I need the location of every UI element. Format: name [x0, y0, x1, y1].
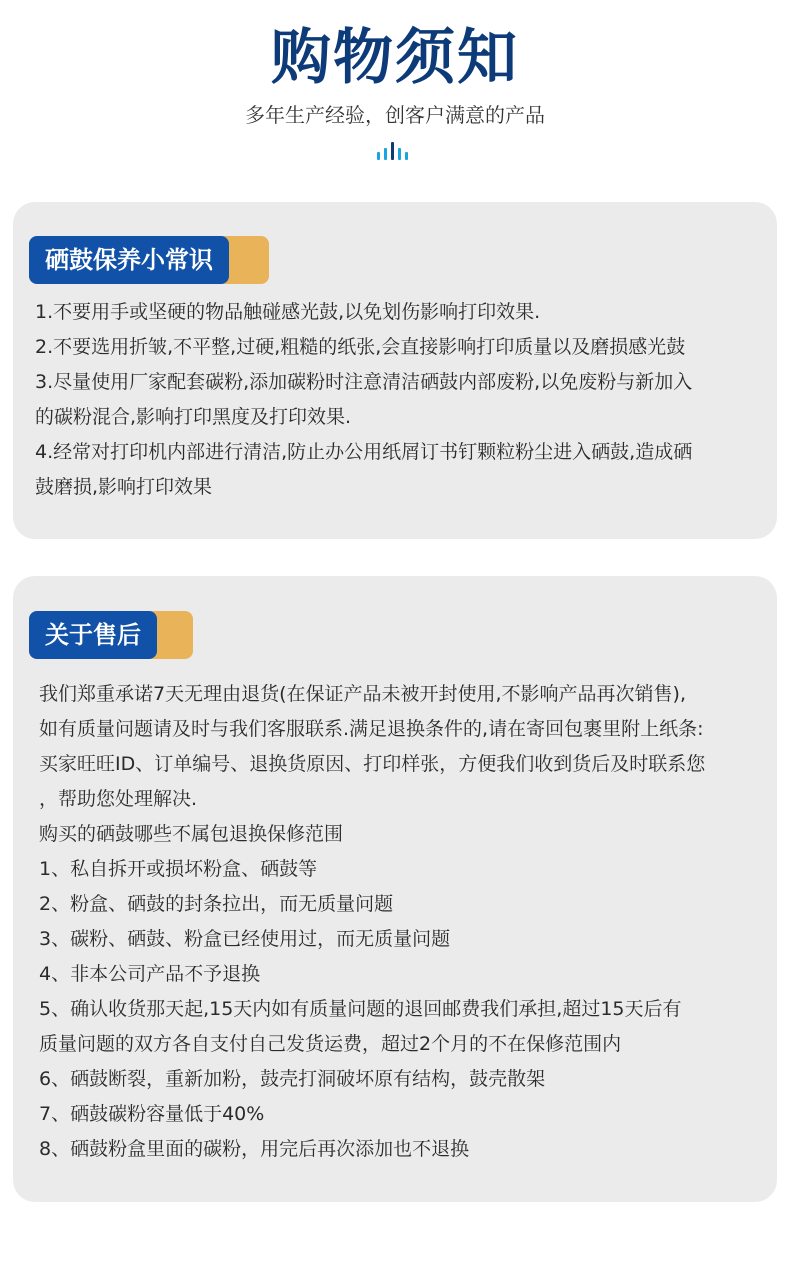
after-sales-heading: 关于售后 — [29, 611, 157, 659]
after-sales-line: 如有质量问题请及时与我们客服联系.满足退换条件的,请在寄回包裹里附上纸条: — [39, 718, 704, 740]
care-tips-text — [35, 295, 692, 505]
care-tips-card — [13, 202, 777, 539]
care-line: 1.不要用手或坚硬的物品触碰感光鼓,以免划伤影响打印效果. — [35, 301, 541, 323]
care-line: 的碳粉混合,影响打印黑度及打印效果. — [35, 406, 352, 428]
header — [0, 0, 790, 200]
sound-wave-icon — [375, 142, 415, 162]
after-sales-line: 2、粉盒、硒鼓的封条拉出，而无质量问题 — [39, 893, 394, 915]
after-sales-line: 质量问题的双方各自支付自己发货运费，超过2个月的不在保修范围内 — [39, 1033, 622, 1055]
after-sales-line: 3、碳粉、硒鼓、粉盒已经使用过，而无质量问题 — [39, 928, 451, 950]
page-title: 购物须知 — [271, 23, 519, 93]
after-sales-card — [13, 576, 777, 1202]
after-sales-line: 购买的硒鼓哪些不属包退换保修范围 — [39, 823, 344, 845]
after-sales-line: 我们郑重承诺7天无理由退货(在保证产品未被开封使用,不影响产品再次销售), — [39, 683, 686, 705]
after-sales-line: 8、硒鼓粉盒里面的碳粉，用完后再次添加也不退换 — [39, 1138, 470, 1160]
after-sales-line: 买家旺旺ID、订单编号、退换货原因、打印样张，方便我们收到货后及时联系您 — [39, 753, 706, 775]
after-sales-line: 4、非本公司产品不予退换 — [39, 963, 261, 985]
care-tips-heading: 硒鼓保养小常识 — [29, 236, 229, 284]
after-sales-line: 7、硒鼓碳粉容量低于40% — [39, 1103, 265, 1125]
care-line: 鼓磨损,影响打印效果 — [35, 476, 213, 498]
after-sales-line: 5、确认收货那天起,15天内如有质量问题的退回邮费我们承担,超过15天后有 — [39, 998, 682, 1020]
care-line: 2.不要选用折皱,不平整,过硬,粗糙的纸张,会直接影响打印质量以及磨损感光鼓 — [35, 336, 686, 358]
after-sales-line: 6、硒鼓断裂，重新加粉，鼓壳打洞破坏原有结构，鼓壳散架 — [39, 1068, 546, 1090]
after-sales-text — [39, 677, 705, 1167]
page-subtitle: 多年生产经验，创客户满意的产品 — [245, 103, 545, 127]
after-sales-line: 1、私自拆开或损坏粉盒、硒鼓等 — [39, 858, 318, 880]
after-sales-line: ，帮助您处理解决. — [39, 788, 198, 810]
care-line: 4.经常对打印机内部进行清洁,防止办公用纸屑订书钉颗粒粉尘进入硒鼓,造成硒 — [35, 441, 693, 463]
care-line: 3.尽量使用厂家配套碳粉,添加碳粉时注意清洁硒鼓内部废粉,以免废粉与新加入 — [35, 371, 693, 393]
